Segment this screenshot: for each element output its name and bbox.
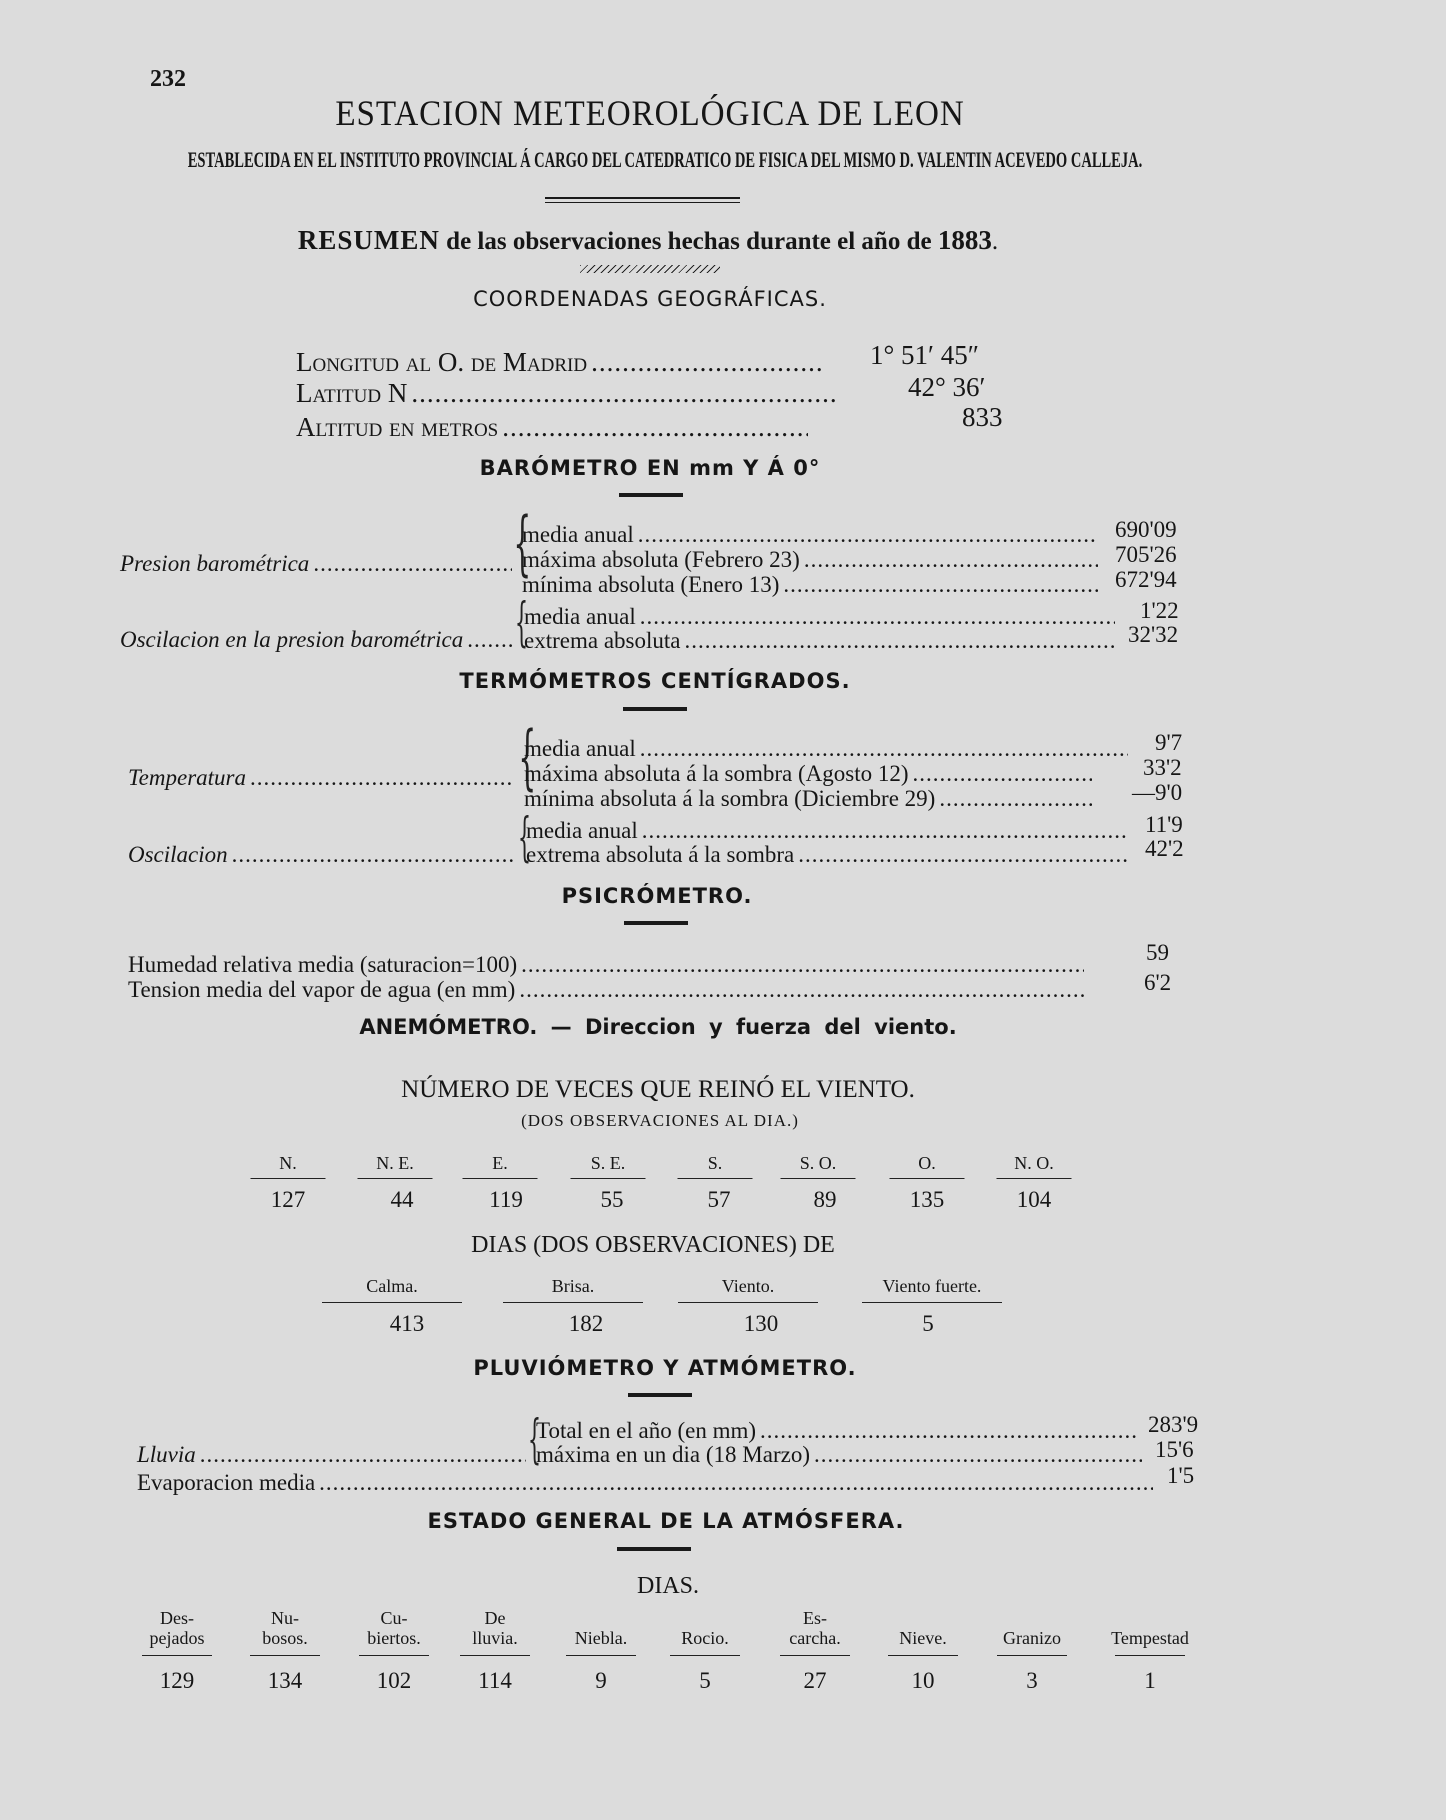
count-e: 119 bbox=[489, 1187, 523, 1212]
count-ne: 44 bbox=[390, 1187, 414, 1212]
coords-value-altitud: 833 bbox=[962, 402, 1003, 432]
page-subtitle: ESTABLECIDA EN EL INSTITUTO PROVINCIAL Á CARGO DEL CATEDRATICO DE FISICA DEL MISMO D. VALENTIN ACEVEDO CALLEJA. bbox=[187, 147, 1143, 172]
page-number: 232 bbox=[150, 66, 186, 92]
estado-value-escarcha: 27 bbox=[803, 1668, 827, 1693]
estado-rule-nieve bbox=[888, 1655, 958, 1656]
presion-row-media: media anual ..... bbox=[522, 522, 1102, 548]
summary-end: . bbox=[991, 228, 999, 255]
daytype-viento-rule bbox=[678, 1302, 818, 1303]
count-o: 135 bbox=[909, 1187, 945, 1212]
dir-so-rule bbox=[781, 1178, 856, 1179]
dir-so: S. O. bbox=[799, 1153, 837, 1173]
estado-rule-nubosos bbox=[250, 1655, 320, 1656]
estado-head-granizo: Granizo bbox=[1003, 1628, 1061, 1648]
dias-heading: DIAS (DOS OBSERVACIONES) DE bbox=[471, 1232, 835, 1258]
temp-row-media: media anual ..... bbox=[524, 736, 1132, 762]
oscilacion-value-media: 1'22 bbox=[1140, 598, 1179, 623]
summary-year: 1883 bbox=[937, 225, 992, 255]
daytype-calma: Calma. bbox=[366, 1276, 418, 1296]
termometros-heading: TERMÓMETROS CENTÍGRADOS. bbox=[459, 669, 851, 693]
daycount-calma: 413 bbox=[389, 1311, 425, 1336]
coords-row-altitud: Altitud en metros ..... bbox=[296, 412, 812, 443]
title-divider-1 bbox=[545, 197, 740, 199]
summary-heading bbox=[298, 225, 998, 256]
count-no: 104 bbox=[1016, 1187, 1052, 1212]
estado-value-tempestad: 1 bbox=[1144, 1668, 1156, 1693]
dir-s: S. bbox=[707, 1153, 723, 1173]
anemometro-heading: ANEMÓMETRO. — Direccion y fuerza del viento. bbox=[359, 1015, 957, 1039]
osc-value-extrema: 42'2 bbox=[1145, 836, 1184, 861]
temp-value-maxima: 33'2 bbox=[1143, 755, 1182, 780]
estado-head-escarcha: Es- carcha. bbox=[789, 1608, 841, 1648]
dir-n: N. bbox=[279, 1153, 297, 1173]
coords-heading: COORDENADAS GEOGRÁFICAS. bbox=[473, 287, 827, 311]
estado-rule-cubiertos bbox=[359, 1655, 429, 1656]
estado-head-despejados: Des- pejados bbox=[149, 1608, 205, 1648]
estado-dias: DIAS. bbox=[636, 1573, 700, 1599]
estado-head-cubiertos: Cu- biertos. bbox=[367, 1608, 421, 1648]
temp-brace: { bbox=[518, 716, 537, 798]
wavy-divider bbox=[580, 265, 720, 273]
oscilacion-label-row: Oscilacion en la presion barométrica ..... bbox=[120, 627, 518, 653]
dir-ne-rule bbox=[358, 1178, 433, 1179]
psicrometro-heading: PSICRÓMETRO. bbox=[561, 884, 753, 908]
coords-row-latitud: Latitud N ..... bbox=[296, 378, 841, 409]
presion-row-maxima: máxima absoluta (Febrero 23) ..... bbox=[522, 547, 1102, 573]
evaporacion-value: 1'5 bbox=[1167, 1463, 1195, 1488]
estado-head-niebla: Niebla. bbox=[574, 1628, 628, 1648]
daytype-calma-rule bbox=[322, 1302, 462, 1303]
daytype-brisa-rule bbox=[503, 1302, 643, 1303]
lluvia-row-total: Total en el año (en mm) ..... bbox=[536, 1418, 1141, 1444]
count-n: 127 bbox=[270, 1187, 306, 1212]
page-title: ESTACION METEOROLÓGICA DE LEON bbox=[335, 93, 965, 133]
presion-value-maxima: 705'26 bbox=[1115, 542, 1177, 567]
psicro-value-humedad: 59 bbox=[1146, 940, 1169, 965]
presion-value-media: 690'09 bbox=[1115, 517, 1177, 542]
oscilacion-brace: { bbox=[514, 593, 529, 653]
dir-o-rule bbox=[890, 1178, 965, 1179]
dir-no-rule bbox=[997, 1178, 1072, 1179]
estado-value-granizo: 3 bbox=[1026, 1668, 1038, 1693]
estado-value-nieve: 10 bbox=[911, 1668, 935, 1693]
estado-rule-rocio bbox=[670, 1655, 740, 1656]
estado-rule-niebla bbox=[566, 1655, 636, 1656]
temp-value-minima: —9'0 bbox=[1132, 780, 1183, 805]
estado-value-despejados: 129 bbox=[159, 1668, 195, 1693]
dir-se: S. E. bbox=[590, 1153, 626, 1173]
estado-head-lluvia: De lluvia. bbox=[472, 1608, 518, 1648]
osc-label-row: Oscilacion ..... bbox=[128, 842, 520, 868]
lluvia-value-maxima: 15'6 bbox=[1155, 1437, 1194, 1462]
lluvia-row-maxima: máxima en un dia (18 Marzo) ..... bbox=[536, 1442, 1146, 1468]
daytype-viento: Viento. bbox=[721, 1276, 775, 1296]
dir-se-rule bbox=[571, 1178, 646, 1179]
presion-row-minima: mínima absoluta (Enero 13) ..... bbox=[522, 572, 1102, 598]
daytype-fuerte: Viento fuerte. bbox=[882, 1276, 982, 1296]
oscilacion-row-media: media anual ..... bbox=[524, 604, 1119, 630]
count-se: 55 bbox=[600, 1187, 624, 1212]
estado-value-lluvia: 114 bbox=[478, 1668, 512, 1693]
veces-heading: NÚMERO DE VECES QUE REINÓ EL VIENTO. bbox=[401, 1076, 915, 1103]
psicro-row-tension: Tension media del vapor de agua (en mm) ..... bbox=[128, 977, 1088, 1003]
dir-o: O. bbox=[918, 1153, 936, 1173]
estado-rule-escarcha bbox=[780, 1655, 850, 1656]
estado-value-niebla: 9 bbox=[595, 1668, 607, 1693]
presion-label-row: Presion barométrica ..... bbox=[120, 551, 516, 577]
temp-value-media: 9'7 bbox=[1155, 730, 1183, 755]
estado-rule-tempestad bbox=[1115, 1655, 1185, 1656]
dir-no: N. O. bbox=[1014, 1153, 1054, 1173]
presion-brace: { bbox=[513, 502, 532, 584]
lluvia-label-row: Lluvia ..... bbox=[137, 1442, 530, 1468]
estado-rule-granizo bbox=[997, 1655, 1067, 1656]
veces-subheading: (DOS OBSERVACIONES AL DIA.) bbox=[521, 1111, 799, 1130]
dir-ne: N. E. bbox=[376, 1153, 414, 1173]
summary-text: de las observaciones hechas durante el año de bbox=[446, 228, 932, 255]
daytype-brisa: Brisa. bbox=[551, 1276, 595, 1296]
psicrometro-divider bbox=[624, 921, 688, 925]
osc-brace: { bbox=[517, 808, 532, 868]
lluvia-value-total: 283'9 bbox=[1148, 1412, 1199, 1437]
temp-row-maxima: máxima absoluta á la sombra (Agosto 12) ..... bbox=[524, 761, 1096, 787]
dir-s-rule bbox=[678, 1178, 753, 1179]
count-s: 57 bbox=[707, 1187, 731, 1212]
estado-value-cubiertos: 102 bbox=[376, 1668, 412, 1693]
barometro-heading: BARÓMETRO EN mm Y Á 0° bbox=[479, 456, 821, 480]
lluvia-brace: { bbox=[527, 1410, 542, 1470]
oscilacion-value-extrema: 32'32 bbox=[1128, 622, 1179, 647]
count-so: 89 bbox=[813, 1187, 837, 1212]
summary-lead: RESUMEN bbox=[297, 225, 440, 255]
estado-head-rocio: Rocio. bbox=[681, 1628, 729, 1648]
osc-row-extrema: extrema absoluta á la sombra ..... bbox=[526, 842, 1131, 868]
daycount-brisa: 182 bbox=[568, 1311, 604, 1336]
estado-value-nubosos: 134 bbox=[267, 1668, 303, 1693]
title-divider-2 bbox=[545, 202, 740, 203]
barometro-divider bbox=[619, 493, 683, 497]
coords-row-longitud: Longitud al O. de Madrid ..... bbox=[296, 347, 826, 378]
coords-value-longitud: 1° 51′ 45″ bbox=[870, 340, 979, 370]
pluviometro-divider bbox=[628, 1393, 692, 1397]
estado-head-nubosos: Nu- bosos. bbox=[262, 1608, 308, 1648]
psicro-row-humedad: Humedad relativa media (saturacion=100) ..... bbox=[128, 952, 1088, 978]
estado-value-rocio: 5 bbox=[699, 1668, 711, 1693]
oscilacion-row-extrema: extrema absoluta ..... bbox=[524, 628, 1119, 654]
estado-rule-lluvia bbox=[460, 1655, 530, 1656]
presion-value-minima: 672'94 bbox=[1115, 567, 1177, 592]
osc-row-media: media anual ..... bbox=[526, 818, 1131, 844]
evaporacion-row: Evaporacion media ..... bbox=[137, 1470, 1157, 1496]
psicro-value-tension: 6'2 bbox=[1144, 970, 1172, 995]
osc-value-media: 11'9 bbox=[1145, 812, 1183, 837]
estado-heading: ESTADO GENERAL DE LA ATMÓSFERA. bbox=[427, 1509, 905, 1533]
dir-e-rule bbox=[463, 1178, 538, 1179]
coords-value-latitud: 42° 36′ bbox=[908, 372, 986, 402]
termometros-divider bbox=[623, 707, 687, 711]
estado-rule-despejados bbox=[142, 1655, 212, 1656]
estado-head-nieve: Nieve. bbox=[899, 1628, 947, 1648]
estado-head-tempestad: Tempestad bbox=[1111, 1628, 1189, 1648]
temp-label-row: Temperatura ..... bbox=[128, 765, 518, 791]
dir-e: E. bbox=[492, 1153, 508, 1173]
daycount-fuerte: 5 bbox=[922, 1311, 934, 1336]
pluviometro-heading: PLUVIÓMETRO Y ATMÓMETRO. bbox=[473, 1356, 857, 1380]
estado-divider bbox=[617, 1547, 691, 1551]
dir-n-rule bbox=[251, 1178, 326, 1179]
daytype-fuerte-rule bbox=[862, 1302, 1002, 1303]
daycount-viento: 130 bbox=[743, 1311, 779, 1336]
temp-row-minima: mínima absoluta á la sombra (Diciembre 29) ..... bbox=[524, 786, 1096, 812]
